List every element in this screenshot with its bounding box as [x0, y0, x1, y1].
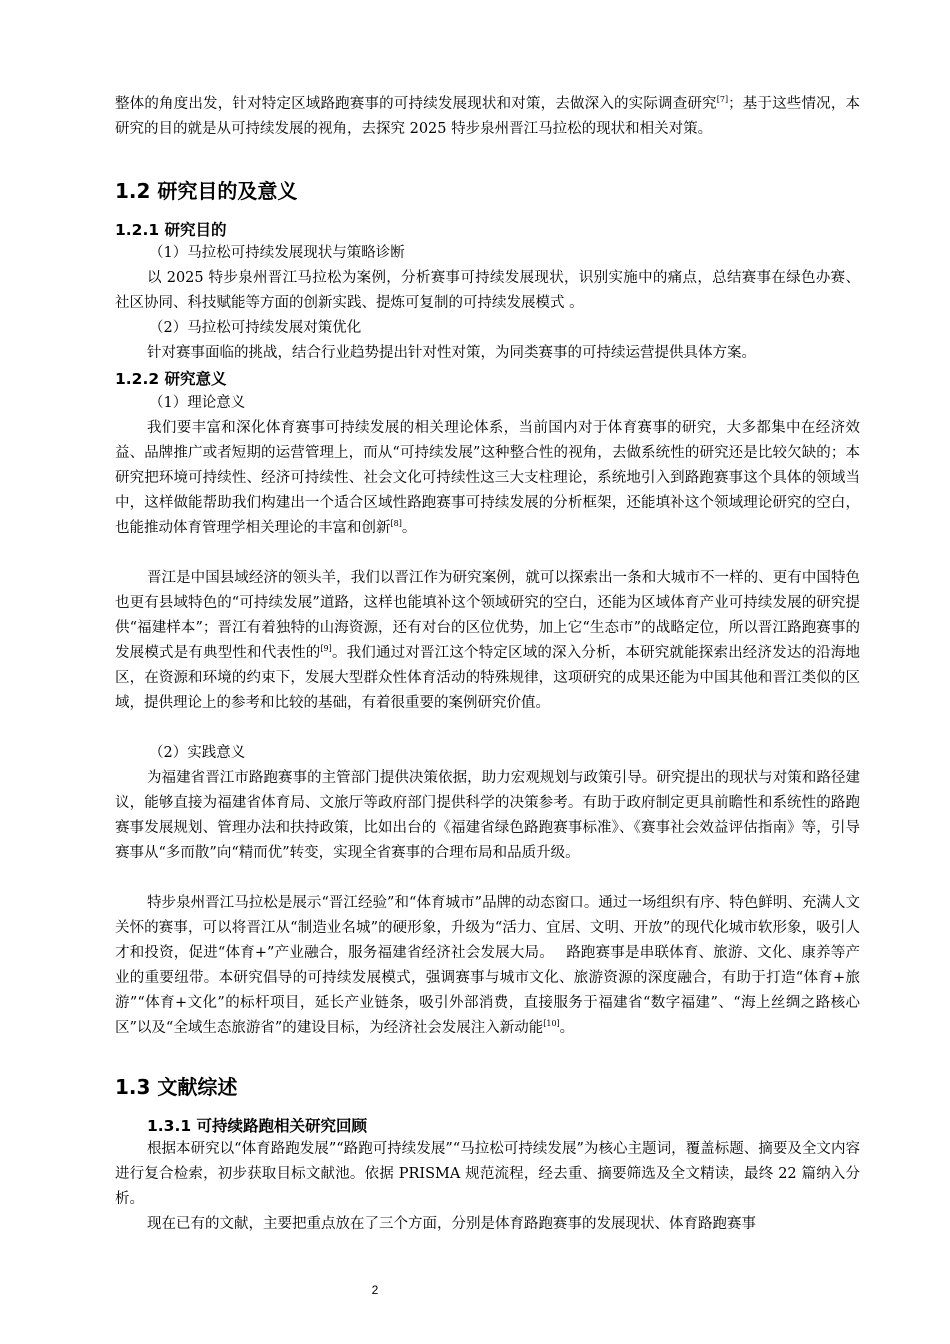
citation-9: [9] [320, 644, 332, 654]
practice-paragraph-2-text: 特步泉州晋江马拉松是展示“晋江经验”和“体育城市”品牌的动态窗口。通过一场组织有序、特色鲜明、充满人文关怀的赛事，可以将晋江从“制造业名城”的硬形象，升级为“活力、宜居、文明、开放”的现代化城市软形象，吸引人才和投资，促进“体育+”产业融合，服务福建省经济社会发展大局。 路跑赛事是串联体育、旅游、文化、康养等产业的重要纽带。本研究倡导的可持续发展模式，强调赛事与城市文化、旅游资源的深度融合，有助于打造“体育+旅游”“体育+文化”的标杆项目，延长产业链条，吸引外部消费，直接服务于福建省“数字福建”、“海上丝绸之路核心区”以及“全域生态旅游省”的建设目标，为经济社会发展注入新动能 [115, 895, 860, 1036]
section-1-3-1-heading: 1.3.1 可持续路跑相关研究回顾 [147, 1117, 368, 1135]
intro-paragraph [115, 92, 860, 142]
citation-7: [7] [716, 95, 729, 105]
theory-paragraph-2-tail: 。我们通过对晋江这个特定区域的深入分析，本研究就能探索出经济发达的沿海地区，在资源和环境的约束下，发展大型群众性体育活动的特殊规律，这项研究的成果还能为中国其他和晋江类似的区域，提供理论上的参考和比较的基础，有着很重要的案例研究价值。 [115, 645, 861, 711]
theory-paragraph-1 [115, 416, 860, 541]
practice-paragraph-2-end: 。 [559, 1020, 575, 1036]
section-1-2-heading: 1.2 研究目的及意义 [115, 179, 298, 203]
theory-paragraph-1-text: 我们要丰富和深化体育赛事可持续发展的相关理论体系，当前国内对于体育赛事的研究，大多都集中在经济效益、品牌推广或者短期的运营管理上，而从“可持续发展”这种整合性的视角，去做系统性的研究还是比较欠缺的；本研究把环境可持续性、经济可持续性、社会文化可持续性这三大支柱理论，系统地引入到路跑赛事这个具体的领域当中，这样做能帮助我们构建出一个适合区域性路跑赛事可持续发展的分析框架，还能填补这个领域理论研究的空白，也能推动体育管理学相关理论的丰富和创新 [115, 420, 860, 536]
purpose-item-1-text: 以 2025 特步泉州晋江马拉松为案例，分析赛事可持续发展现状，识别实施中的痛点，总结赛事在绿色办赛、社区协同、科技赋能等方面的创新实践、提炼可复制的可持续发展模式 。 [115, 270, 860, 311]
purpose-item-2-label: （2）马拉松可持续发展对策优化 [149, 320, 362, 336]
theory-paragraph-2-text: 晋江是中国县域经济的领头羊，我们以晋江作为研究案例，就可以探索出一条和大城市不一样的、更有中国特色也更有县域特色的“可持续发展”道路，这样也能填补这个领域研究的空白，还能为区域体育产业可持续发展的研究提供“福建样本”；晋江有着独特的山海资源，还有对台的区位优势，加上它“生态市”的战略定位，所以晋江路跑赛事的发展模式是有典型性和代表性的 [115, 570, 860, 661]
review-paragraph-1: 根据本研究以“体育路跑发展”“路跑可持续发展”“马拉松可持续发展”为核心主题词，覆盖标题、摘要及全文内容进行复合检索，初步获取目标文献池。依据 PRISMA 规范流程，经去重、摘要筛选及全文精读，最终 22 篇纳入分析。 [115, 1141, 860, 1207]
citation-10: [10] [543, 1019, 560, 1029]
theory-paragraph-1-end: 。 [401, 520, 417, 536]
section-1-2-2-heading: 1.2.2 研究意义 [115, 370, 227, 388]
theory-paragraph-2 [115, 566, 860, 716]
intro-tail: ；基于这些情况，本研究的目的就是从可持续发展的视角，去探究 2025 特步泉州晋江马拉松的现状和相关对策。 [115, 96, 861, 137]
section-1-3-heading: 1.3 文献综述 [115, 1075, 238, 1099]
purpose-item-1-label: （1）马拉松可持续发展现状与策略诊断 [149, 245, 405, 261]
practice-paragraph-2 [115, 891, 860, 1041]
practice-label: （2）实践意义 [149, 745, 246, 761]
intro-text: 整体的角度出发，针对特定区域路跑赛事的可持续发展现状和对策，去做深入的实际调查研究 [115, 96, 717, 112]
theory-label: （1）理论意义 [149, 395, 246, 411]
practice-paragraph-1: 为福建省晋江市路跑赛事的主管部门提供决策依据，助力宏观规划与政策引导。研究提出的现状与对策和路径建议，能够直接为福建省体育局、文旅厅等政府部门提供科学的决策参考。有助于政府制定更具前瞻性和系统性的路跑赛事发展规划、管理办法和扶持政策，比如出台的《福建省绿色路跑赛事标准》、《赛事社会效益评估指南》等，引导赛事从“多而散”向“精而优”转变，实现全省赛事的合理布局和品质升级。 [115, 770, 860, 861]
section-1-2-1-heading: 1.2.1 研究目的 [115, 221, 227, 239]
review-paragraph-2: 现在已有的文献，主要把重点放在了三个方面，分别是体育路跑赛事的发展现状、体育路跑赛事 [147, 1216, 756, 1232]
page-number: 2 [371, 1283, 379, 1297]
purpose-item-2-text: 针对赛事面临的挑战，结合行业趋势提出针对性对策，为同类赛事的可持续运营提供具体方案。 [147, 345, 756, 361]
citation-8: [8] [390, 519, 402, 529]
